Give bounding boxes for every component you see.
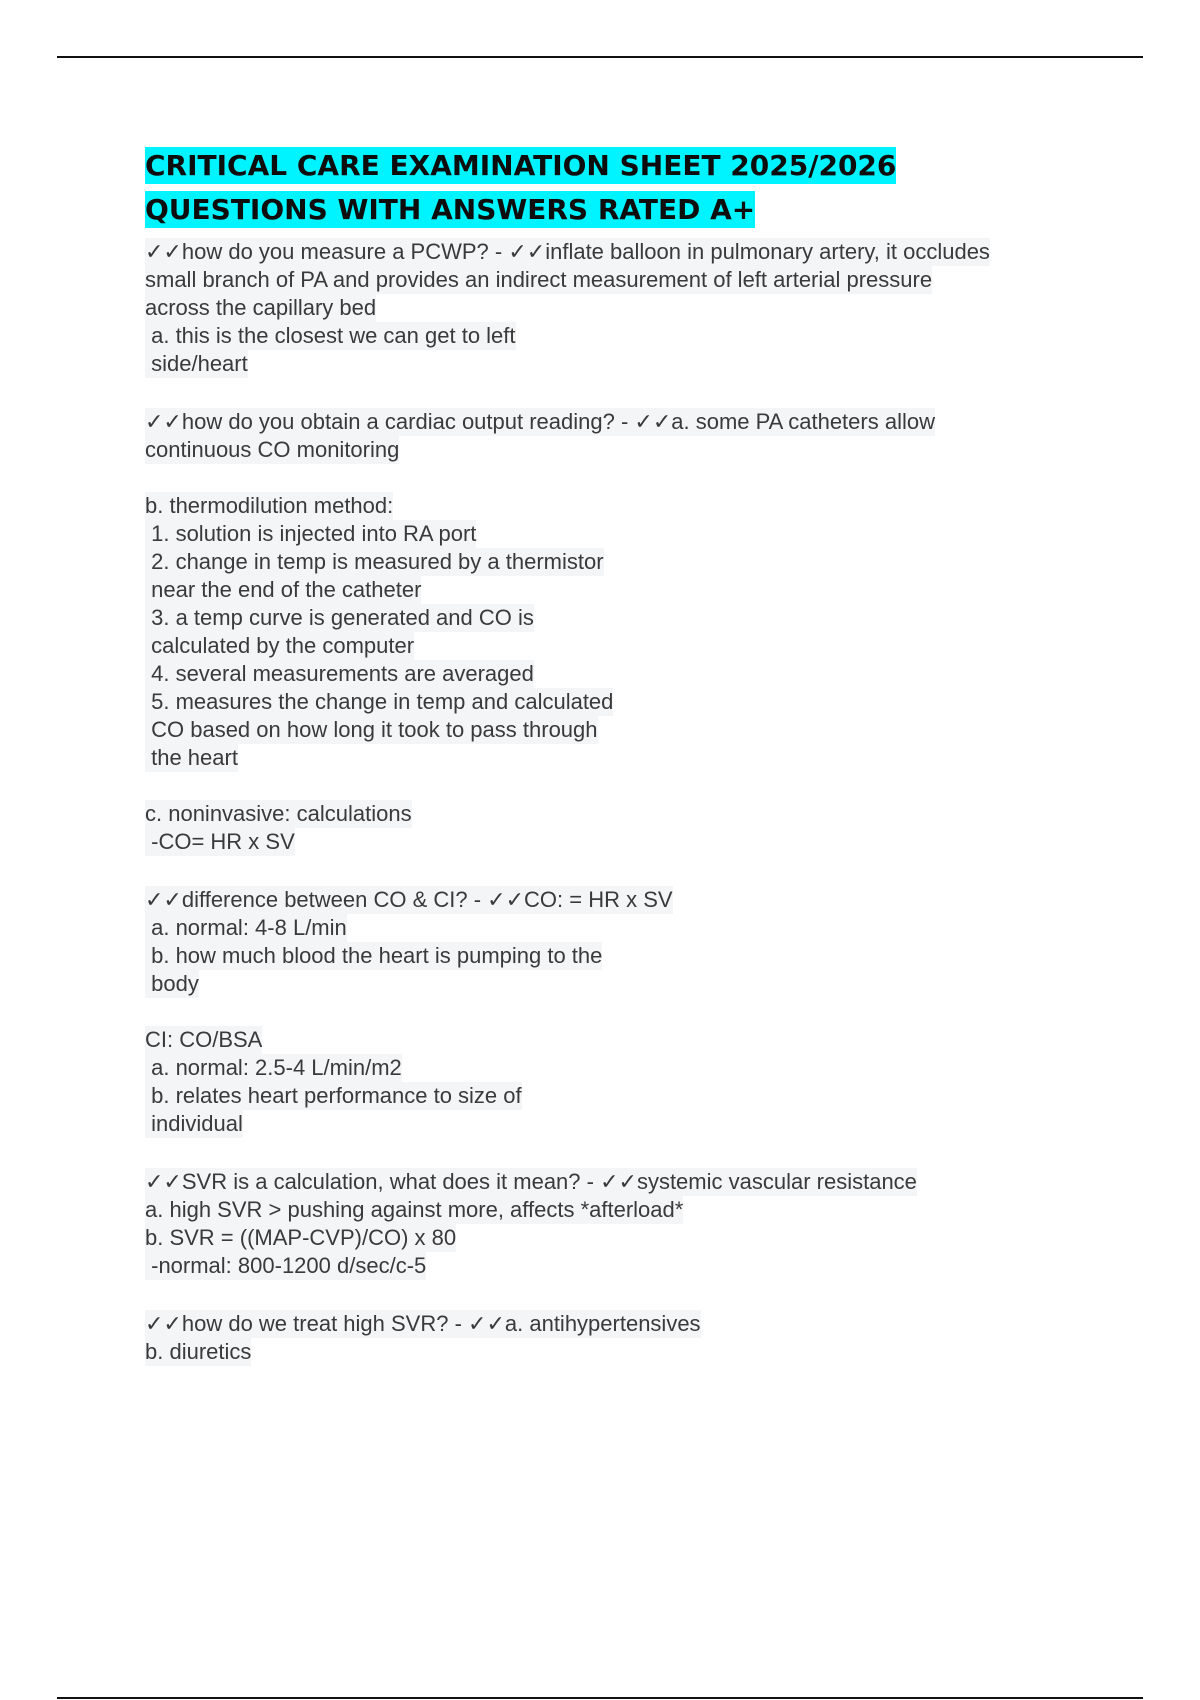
- qa-line: side/heart: [145, 351, 248, 376]
- qa-line: CO based on how long it took to pass through: [145, 717, 598, 742]
- qa-block: [145, 1168, 1085, 1280]
- qa-line: a. this is the closest we can get to left: [145, 323, 516, 348]
- qa-line: a. high SVR > pushing against more, affects *afterload*: [145, 1197, 684, 1222]
- qa-line: a. normal: 4-8 L/min: [145, 915, 347, 940]
- qa-line: individual: [145, 1111, 243, 1136]
- qa-line: ✓✓difference between CO & CI? - ✓✓CO: = HR x SV: [145, 887, 673, 912]
- title-line-2: QUESTIONS WITH ANSWERS RATED A+: [145, 193, 756, 226]
- footer-rule: [57, 1697, 1143, 1699]
- qa-block: [145, 408, 1085, 856]
- qa-line: the heart: [145, 745, 238, 770]
- qa-line: 1. solution is injected into RA port: [145, 521, 477, 546]
- qa-line: body: [145, 971, 199, 996]
- qa-line: CI: CO/BSA: [145, 1027, 263, 1052]
- qa-block: [145, 886, 1085, 1138]
- qa-line: ✓✓how do you measure a PCWP? - ✓✓inflate balloon in pulmonary artery, it occludes: [145, 239, 990, 264]
- document-title: [145, 144, 1085, 232]
- qa-line: continuous CO monitoring: [145, 437, 400, 462]
- qa-line: -normal: 800-1200 d/sec/c-5: [145, 1253, 427, 1278]
- qa-line: near the end of the catheter: [145, 577, 422, 602]
- qa-line: ✓✓SVR is a calculation, what does it mean? - ✓✓systemic vascular resistance: [145, 1169, 917, 1194]
- qa-line: small branch of PA and provides an indirect measurement of left arterial pressure: [145, 267, 933, 292]
- qa-line: ✓✓how do you obtain a cardiac output reading? - ✓✓a. some PA catheters allow: [145, 409, 935, 434]
- qa-line: ✓✓how do we treat high SVR? - ✓✓a. antihypertensives: [145, 1311, 701, 1336]
- qa-block: [145, 238, 1085, 378]
- qa-list: [145, 238, 1085, 1366]
- qa-line: -CO= HR x SV: [145, 829, 295, 854]
- qa-line: 5. measures the change in temp and calculated: [145, 689, 614, 714]
- title-line-1: CRITICAL CARE EXAMINATION SHEET 2025/2026: [145, 149, 897, 182]
- qa-line: b. thermodilution method:: [145, 493, 394, 518]
- qa-line: b. how much blood the heart is pumping to the: [145, 943, 603, 968]
- header-rule: [57, 56, 1143, 58]
- qa-line: c. noninvasive: calculations: [145, 801, 412, 826]
- qa-line: b. diuretics: [145, 1339, 252, 1364]
- qa-line: a. normal: 2.5-4 L/min/m2: [145, 1055, 402, 1080]
- qa-line: 3. a temp curve is generated and CO is: [145, 605, 534, 630]
- document-body: [145, 144, 1085, 1396]
- qa-line: b. SVR = ((MAP-CVP)/CO) x 80: [145, 1225, 457, 1250]
- qa-block: [145, 1310, 1085, 1366]
- qa-line: 4. several measurements are averaged: [145, 661, 534, 686]
- qa-line: across the capillary bed: [145, 295, 377, 320]
- qa-line: 2. change in temp is measured by a thermistor: [145, 549, 604, 574]
- qa-line: b. relates heart performance to size of: [145, 1083, 522, 1108]
- qa-line: calculated by the computer: [145, 633, 415, 658]
